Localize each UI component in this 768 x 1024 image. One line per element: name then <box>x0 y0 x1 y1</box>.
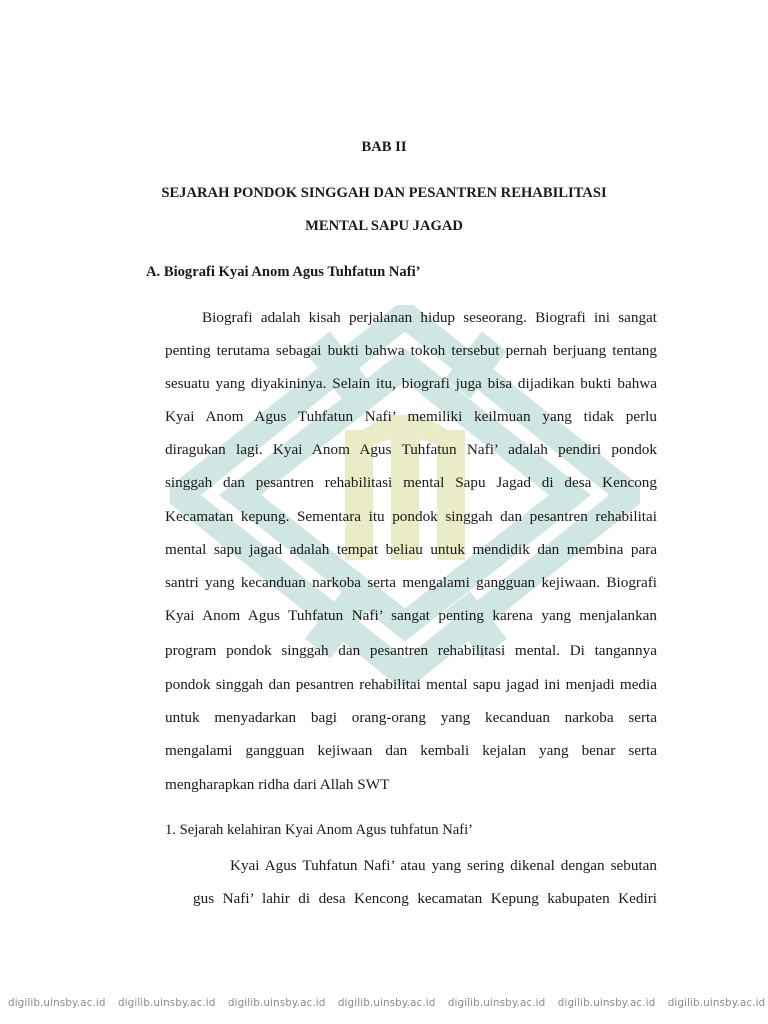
paragraph-1-line: diragukan lagi. Kyai Anom Agus Tuhfatun Nafi’ adalah pendiri pondok <box>165 441 657 458</box>
chapter-heading: BAB II <box>361 139 407 155</box>
paragraph-1-line: untuk menyadarkan bagi orang-orang yang kecanduan narkoba serta <box>165 709 657 726</box>
paragraph-1-last-line: mengharapkan ridha dari Allah SWT <box>165 776 390 793</box>
paragraph-1-line: mengalami gangguan kejiwaan dan kembali kejalan yang benar serta <box>165 742 657 759</box>
paragraph-2-line: gus Nafi’ lahir di desa Kencong kecamatan Kepung kabupaten Kediri <box>193 890 657 907</box>
paragraph-1-line: Kecamatan kepung. Sementara itu pondok singgah dan pesantren rehabilitai <box>165 508 657 525</box>
footer-link[interactable]: digilib.uinsby.ac.id <box>337 997 436 1009</box>
chapter-title-line-1: SEJARAH PONDOK SINGGAH DAN PESANTREN REHABILITASI <box>161 185 607 201</box>
paragraph-2-line: Kyai Agus Tuhfatun Nafi’ atau yang sering dikenal dengan sebutan <box>230 857 657 874</box>
paragraph-1-line: program pondok singgah dan pesantren rehabilitasi mental. Di tangannya <box>165 642 657 659</box>
paragraph-1-line: singgah dan pesantren rehabilitasi mental Sapu Jagad di desa Kencong <box>165 474 657 491</box>
uinsa-logo-watermark-icon <box>170 305 640 685</box>
footer-link[interactable]: digilib.uinsby.ac.id <box>447 997 546 1009</box>
paragraph-1-line: mental sapu jagad adalah tempat beliau untuk mendidik dan membina para <box>165 541 657 558</box>
paragraph-1-line: Biografi adalah kisah perjalanan hidup seseorang. Biografi ini sangat <box>202 309 657 326</box>
footer-link[interactable]: digilib.uinsby.ac.id <box>8 997 106 1009</box>
section-a-heading: A. Biografi Kyai Anom Agus Tuhfatun Nafi’ <box>146 264 421 280</box>
paragraph-1-line: penting terutama sebagai bukti bahwa tokoh tersebut pernah berjuang tentang <box>165 342 657 359</box>
paragraph-1-line: santri yang kecanduan narkoba serta mengalami gangguan kejiwaan. Biografi <box>165 574 657 591</box>
paragraph-1-line: Kyai Anom Agus Tuhfatun Nafi’ memiliki keilmuan yang tidak perlu <box>165 408 657 425</box>
paragraph-1-line: pondok singgah dan pesantren rehabilitai mental sapu jagad ini menjadi media <box>165 676 657 693</box>
chapter-title-line-2: MENTAL SAPU JAGAD <box>305 218 463 234</box>
footer-link[interactable]: digilib.uinsby.ac.id <box>557 997 656 1009</box>
paragraph-1-line: Kyai Anom Agus Tuhfatun Nafi’ sangat penting karena yang menjalankan <box>165 607 657 624</box>
footer-link[interactable]: digilib.uinsby.ac.id <box>227 997 326 1009</box>
paragraph-1-line: sesuatu yang diyakininya. Selain itu, biografi juga bisa dijadikan bukti bahwa <box>165 375 657 392</box>
footer-link[interactable]: digilib.uinsby.ac.id <box>667 997 766 1009</box>
footer-watermark-strip <box>8 997 768 1009</box>
footer-link[interactable]: digilib.uinsby.ac.id <box>117 997 216 1009</box>
subsection-1-heading: 1. Sejarah kelahiran Kyai Anom Agus tuhfatun Nafi’ <box>165 822 474 838</box>
